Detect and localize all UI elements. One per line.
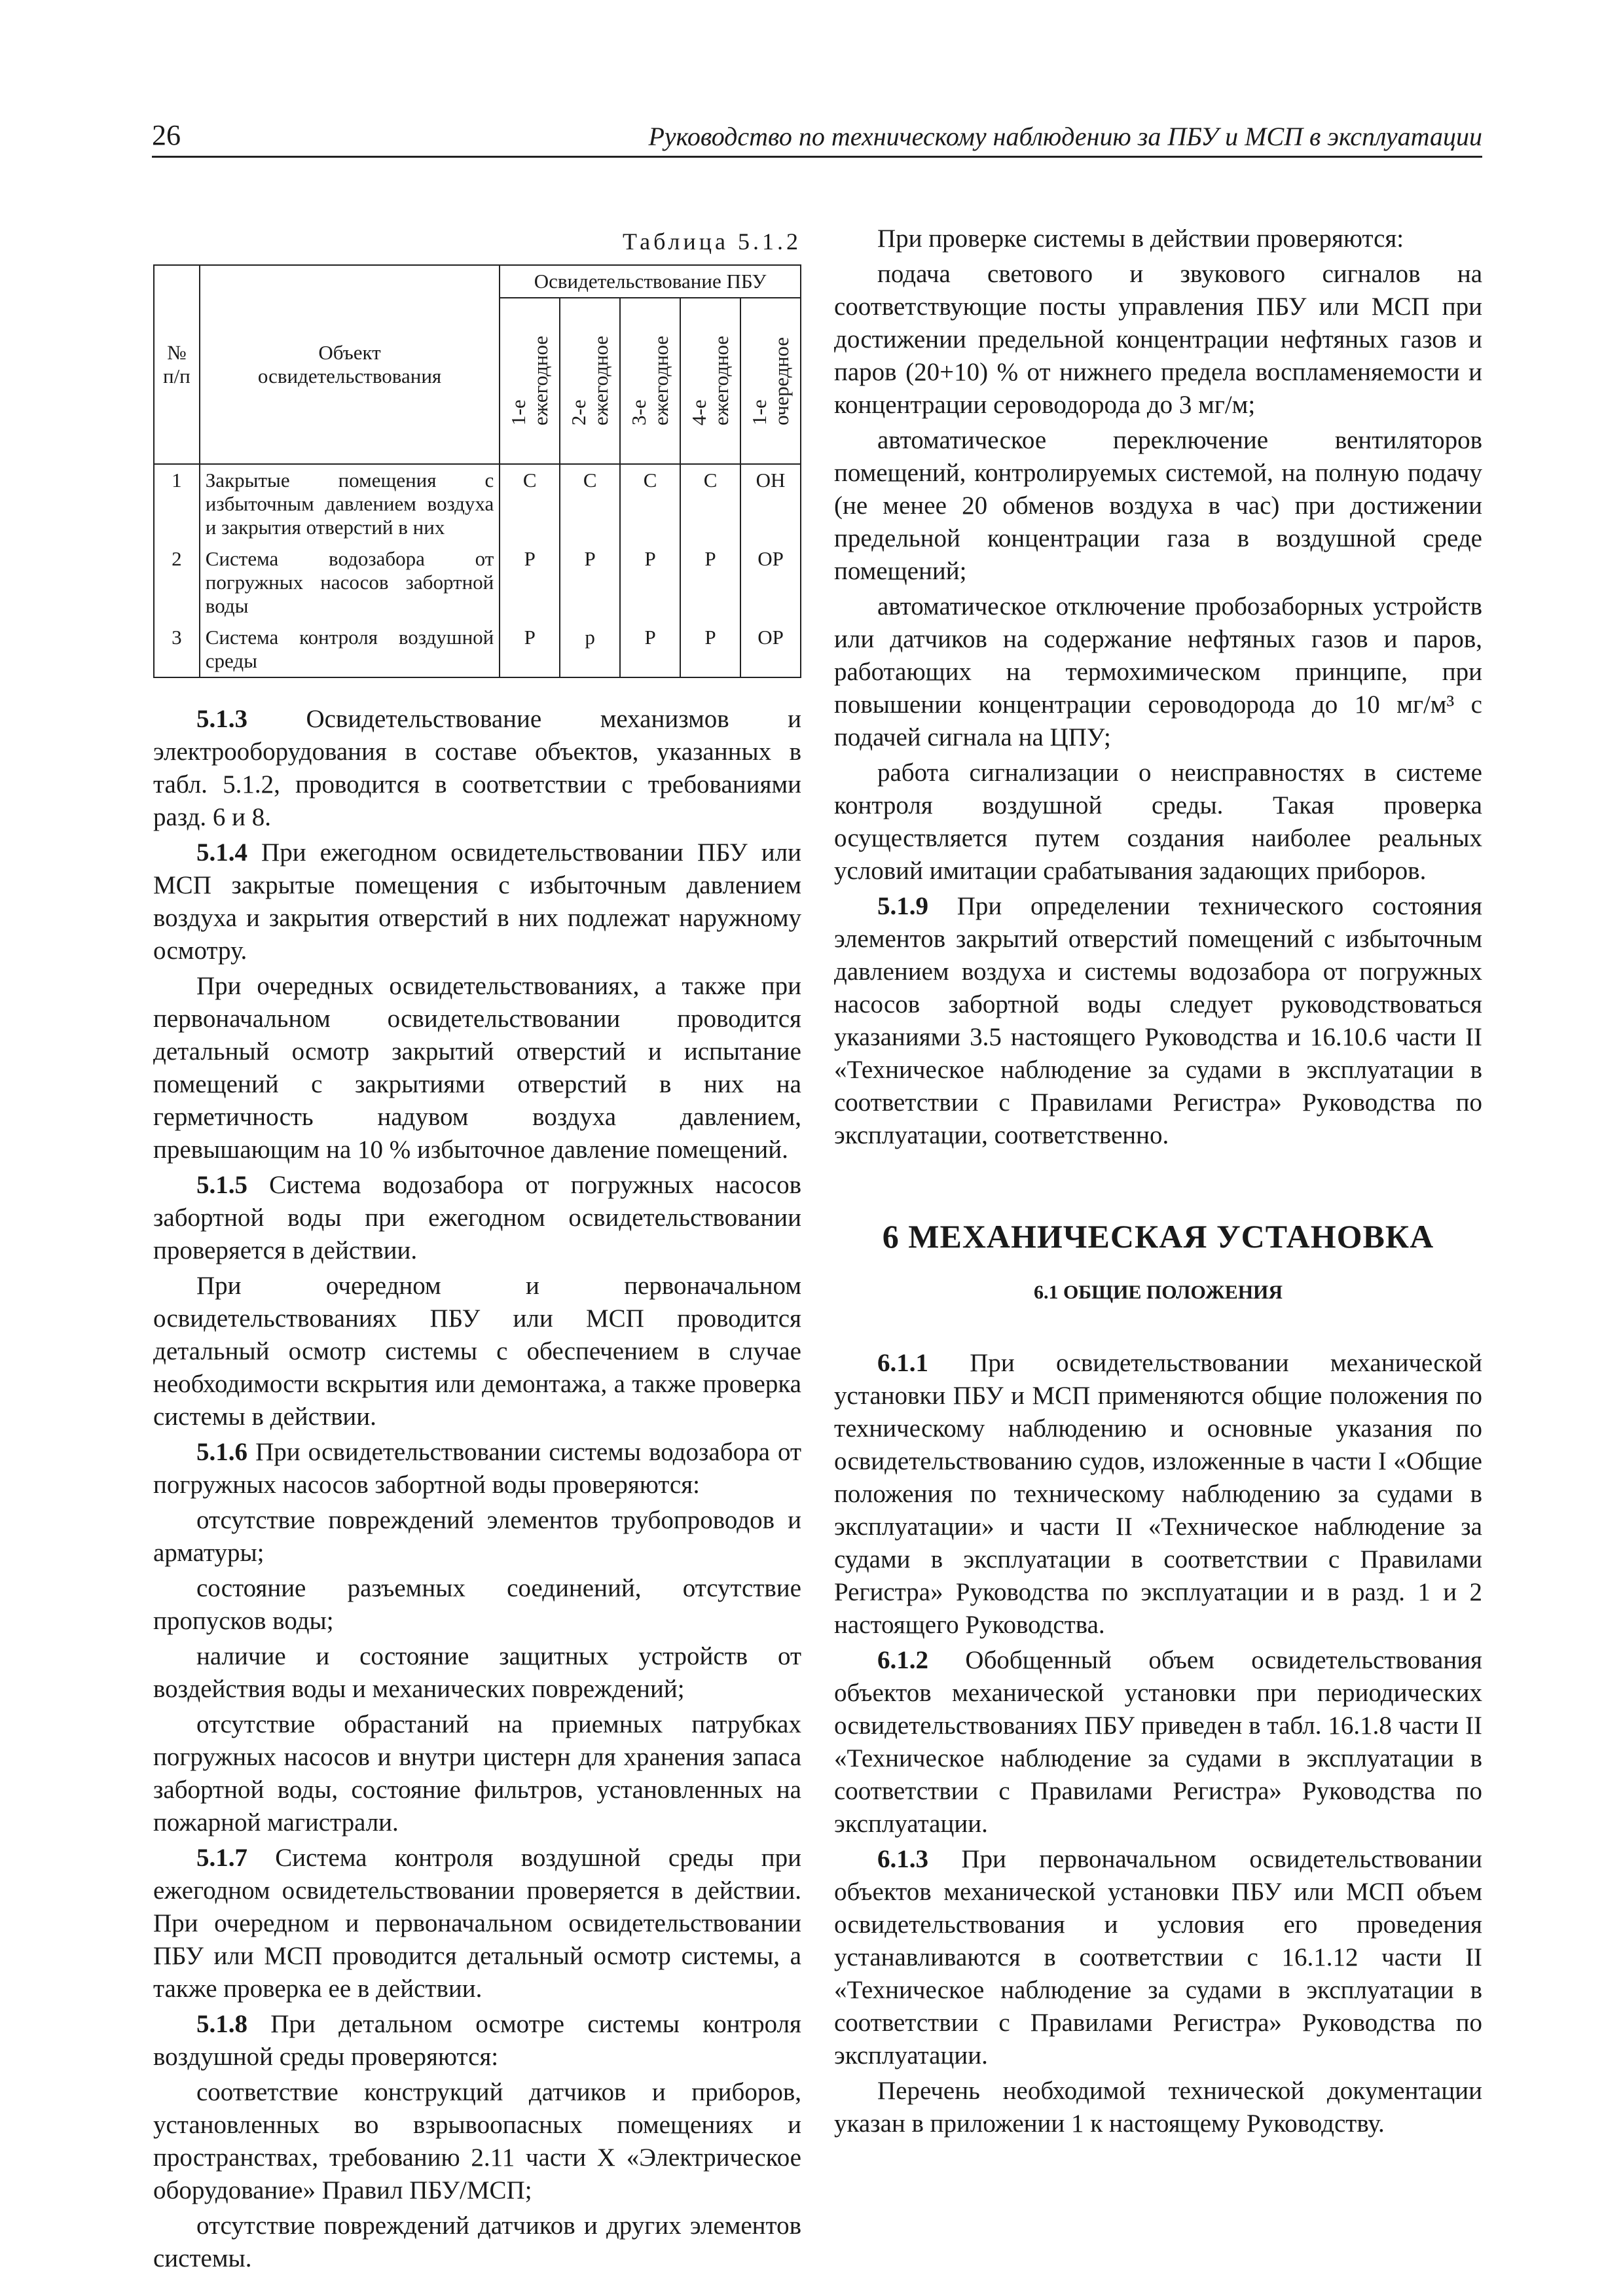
clause-number: 6.1.1 [877, 1349, 928, 1377]
right-column [834, 223, 1482, 2143]
paragraph [834, 1347, 1482, 1641]
right-body-text [834, 223, 1482, 1152]
clause-number: 6.1.2 [877, 1646, 928, 1674]
page-header [152, 115, 1482, 158]
col-header-survey-label: 2-е ежегодное [567, 336, 613, 426]
row-value: р [560, 622, 620, 677]
paragraph [153, 836, 801, 967]
paragraph-text: наличие и состояние защитных устройств от воздействия воды и механических повреждений; [153, 1642, 801, 1703]
paragraph-text: отсутствие обрастаний на приемных патрубках погружных насосов и внутри цистерн для хранения запаса забортной воды, состояние фильтров, установленных на пожарной магистрали. [153, 1710, 801, 1837]
paragraph-text: Система контроля воздушной среды при ежегодном освидетельствовании проверяется в действии. При очередном и первоначальном освидетельствовании ПБУ или МСП проводится детальный осмотр системы, а также проверка ее в действии. [153, 1844, 801, 2003]
paragraph [834, 223, 1482, 255]
paragraph-text: отсутствие повреждений датчиков и других элементов системы. [153, 2212, 801, 2272]
paragraph-text: При определении технического состояния элементов закрытий отверстий помещений с избыточным давлением воздуха и системы водозабора от погружных насосов забортной воды следует руководствоваться указаниями 3.5 настоящего Руководства и 16.10.6 части II «Техническое наблюдение за судами в эксплуатации в соответствии с Правилами Регистра» Руководства по эксплуатации, соответственно. [834, 892, 1482, 1149]
table-row [154, 622, 801, 677]
paragraph-text: При детальном осмотре системы контроля воздушной среды проверяются: [153, 2010, 801, 2071]
clause-number: 5.1.7 [196, 1844, 247, 1872]
clause-number: 5.1.4 [196, 838, 247, 867]
paragraph [834, 1843, 1482, 2072]
col-group-header: Освидетельствование ПБУ [500, 265, 801, 298]
page-number: 26 [152, 119, 181, 151]
paragraph-text: При освидетельствовании системы водозабора от погружных насосов забортной воды проверяются: [153, 1438, 801, 1499]
paragraph [153, 1169, 801, 1267]
row-value: С [500, 464, 560, 543]
col-header-survey [680, 298, 740, 464]
col-header-survey-label: 3-е ежегодное [627, 336, 673, 426]
paragraph-text: подача светового и звукового сигналов на соответствующие посты управления ПБУ или МСП при достижении предельной концентрации нефтяных газов и паров (20+10) % от нижнего предела воспламеняемости и концентрации сероводорода до 3 мг/м; [834, 260, 1482, 419]
paragraph [834, 258, 1482, 422]
col-header-survey [740, 298, 801, 464]
paragraph-text: отсутствие повреждений элементов трубопроводов и арматуры; [153, 1506, 801, 1567]
paragraph [153, 1270, 801, 1433]
survey-table [153, 264, 801, 678]
col-header-survey-label: 1-е ежегодное [507, 336, 553, 426]
row-value: Р [680, 622, 740, 677]
paragraph [834, 424, 1482, 588]
paragraph-text: работа сигнализации о неисправностях в системе контроля воздушной среды. Такая проверка осуществляется путем создания наиболее реальных условий имитации срабатывания задающих приборов. [834, 759, 1482, 885]
paragraph [153, 1708, 801, 1839]
paragraph [834, 1644, 1482, 1840]
running-title: Руководство по техническому наблюдению за ПБУ и МСП в эксплуатации [648, 122, 1482, 151]
clause-number: 5.1.6 [196, 1438, 247, 1466]
paragraph-text: автоматическое отключение пробозаборных устройств или датчиков на содержание нефтяных газов и паров, работающих на термохимическом принципе, при повышении концентрации сероводорода до 10 мг/м³ с подачей сигнала на ЦПУ; [834, 592, 1482, 751]
paragraph-text: При очередных освидетельствованиях, а также при первоначальном освидетельствовании проводится детальный осмотр закрытий отверстий и испытание помещений с закрытиями отверстий в них на герметичность надувом воздуха давлением, превышающим на 10 % избыточное давление помещений. [153, 972, 801, 1164]
table-row [154, 543, 801, 622]
paragraph [153, 2008, 801, 2073]
paragraph-text: Освидетельствование механизмов и электрооборудования в составе объектов, указанных в табл. 5.1.2, проводится в соответствии с требованиями разд. 6 и 8. [153, 705, 801, 831]
clause-number: 5.1.3 [196, 705, 247, 733]
row-value: ОР [740, 543, 801, 622]
row-value: Р [560, 543, 620, 622]
subsection-title: 6.1 ОБЩИЕ ПОЛОЖЕНИЯ [1033, 1282, 1283, 1303]
paragraph-text: При освидетельствовании механической установки ПБУ и МСП применяются общие положения по техническому наблюдению и основные указания по освидетельствованию судов, изложенные в части I «Общие положения по техническому наблюдению за судами в эксплуатации» и части II «Техническое наблюдение за судами в эксплуатации в соответствии с Правилами Регистра» Руководства по эксплуатации и в разд. 1 и 2 настоящего Руководства. [834, 1349, 1482, 1639]
left-column [153, 223, 801, 2278]
row-value: Р [620, 622, 680, 677]
clause-number: 5.1.5 [196, 1171, 247, 1199]
paragraph [153, 703, 801, 834]
row-value: С [620, 464, 680, 543]
paragraph-text: При ежегодном освидетельствовании ПБУ или МСП закрытые помещения с избыточным давлением воздуха и закрытия отверстий в них подлежат наружному осмотру. [153, 838, 801, 965]
clause-number: 5.1.8 [196, 2010, 247, 2038]
paragraph-text: При очередном и первоначальном освидетельствованиях ПБУ или МСП проводится детальный осмотр системы с обеспечением в случае необходимости вскрытия или демонтажа, а также проверка системы в действии. [153, 1272, 801, 1431]
col-header-survey [560, 298, 620, 464]
row-value: Р [500, 622, 560, 677]
paragraph-text: состояние разъемных соединений, отсутствие пропусков воды; [153, 1574, 801, 1635]
col-header-survey [620, 298, 680, 464]
paragraph-text: При первоначальном освидетельствовании объектов механической установки ПБУ или МСП объем освидетельствования и условия его проведения устанавливаются в соответствии с 16.1.12 части II «Техническое наблюдение за судами в эксплуатации в соответствии с Правилами Регистра» Руководства по эксплуатации. [834, 1845, 1482, 2070]
paragraph [153, 1842, 801, 2005]
paragraph-text: Система водозабора от погружных насосов забортной воды при ежегодном освидетельствовании проверяется в действии. [153, 1171, 801, 1265]
row-value: ОР [740, 622, 801, 677]
col-header-survey-label: 4-е ежегодное [687, 336, 733, 426]
row-value: ОН [740, 464, 801, 543]
row-value: Р [680, 543, 740, 622]
section-title: 6 МЕХАНИЧЕСКАЯ УСТАНОВКА [882, 1218, 1434, 1255]
paragraph [153, 2076, 801, 2207]
table-row [154, 464, 801, 543]
left-body-text [153, 703, 801, 2275]
row-object: Закрытые помещения с избыточным давлением воздуха и закрытия отверстий в них [200, 464, 500, 543]
row-object: Система водозабора от погружных насосов забортной воды [200, 543, 500, 622]
paragraph-text: При проверке системы в действии проверяются: [877, 224, 1404, 253]
paragraph [834, 2075, 1482, 2140]
col-header-object: Объект освидетельствования [200, 265, 500, 464]
row-value: С [560, 464, 620, 543]
clause-number: 5.1.9 [877, 892, 928, 920]
section-body-text [834, 1347, 1482, 2140]
row-number: 3 [154, 622, 200, 677]
col-header-survey [500, 298, 560, 464]
row-number: 2 [154, 543, 200, 622]
col-header-num: № п/п [154, 265, 200, 464]
paragraph [153, 970, 801, 1166]
paragraph [153, 1640, 801, 1706]
paragraph [153, 1436, 801, 1501]
col-header-survey-label: 1-е очередное [748, 336, 793, 425]
paragraph [153, 2210, 801, 2275]
paragraph-text: соответствие конструкций датчиков и приборов, установленных во взрывоопасных помещениях и пространствах, требованию 2.11 части X «Электрическое оборудование» Правил ПБУ/МСП; [153, 2078, 801, 2204]
paragraph [153, 1572, 801, 1638]
row-value: С [680, 464, 740, 543]
clause-number: 6.1.3 [877, 1845, 928, 1873]
paragraph-text: Перечень необходимой технической документации указан в приложении 1 к настоящему Руководству. [834, 2077, 1482, 2138]
paragraph-text: автоматическое переключение вентиляторов помещений, контролируемых системой, на полную подачу (не менее 20 обменов воздуха в час) при достижении предельной концентрации газа в воздушной среде помещений; [834, 426, 1482, 585]
paragraph [834, 757, 1482, 888]
row-value: Р [620, 543, 680, 622]
paragraph [153, 1504, 801, 1570]
paragraph [834, 590, 1482, 754]
row-object: Система контроля воздушной среды [200, 622, 500, 677]
row-value: Р [500, 543, 560, 622]
table-caption: Таблица 5.1.2 [623, 228, 801, 255]
paragraph-text: Обобщенный объем освидетельствования объектов механической установки при периодических освидетельствованиях ПБУ приведен в табл. 16.1.8 части II «Техническое наблюдение за судами в эксплуатации в соответствии с Правилами Регистра» Руководства по эксплуатации. [834, 1646, 1482, 1838]
paragraph [834, 890, 1482, 1152]
row-number: 1 [154, 464, 200, 543]
